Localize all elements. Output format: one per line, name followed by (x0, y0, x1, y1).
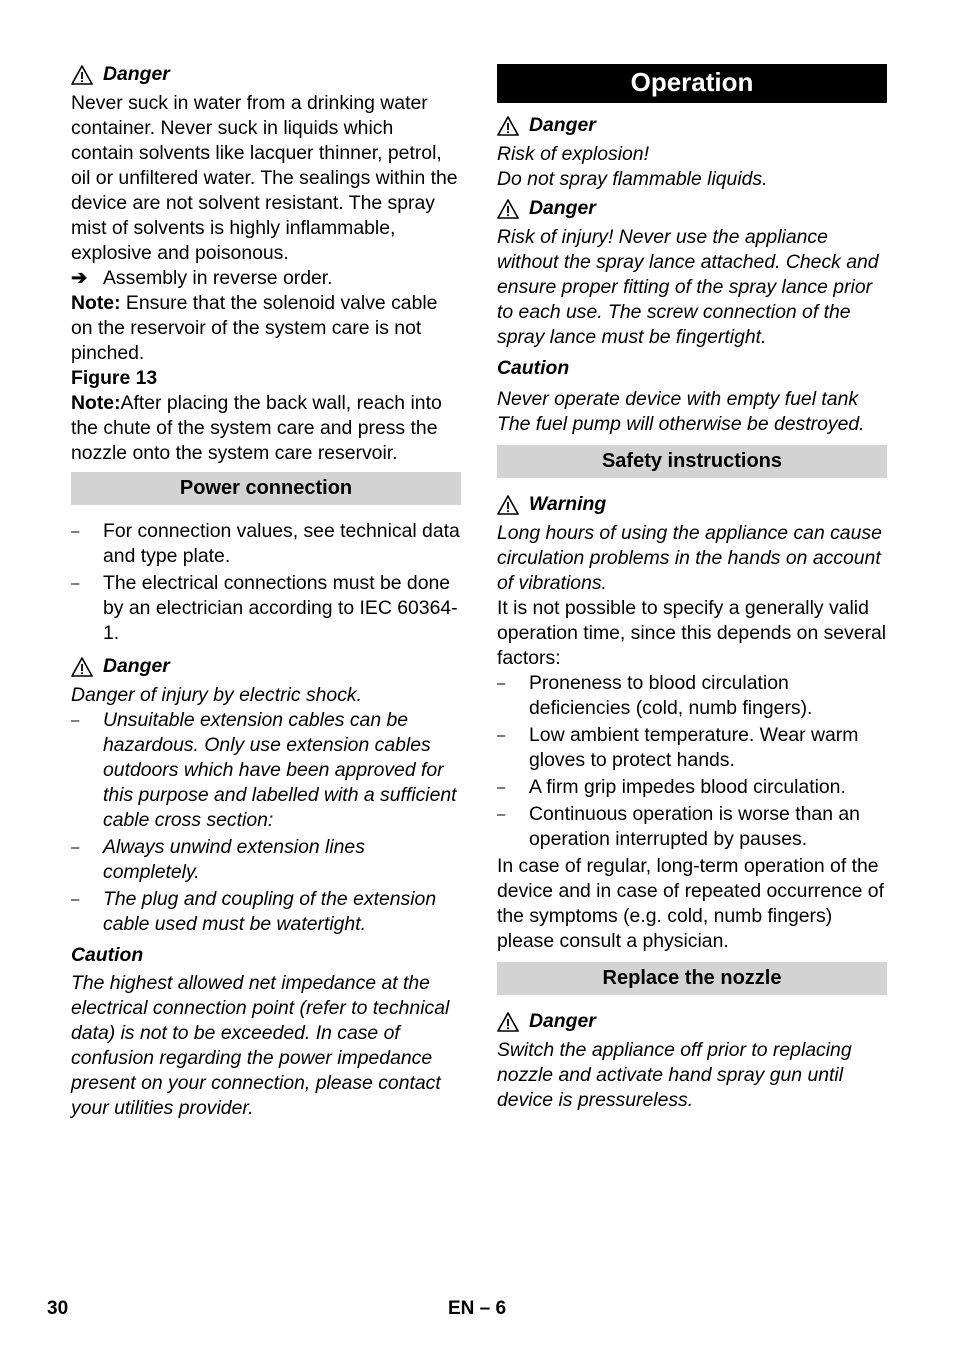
operation-time-text: It is not possible to specify a generally valid operation time, since this depends on several factors: (497, 597, 887, 669)
right-column (497, 58, 887, 1113)
section-heading-operation: Operation (497, 64, 887, 103)
danger-heading (497, 113, 887, 138)
caution-title: Caution (71, 944, 144, 966)
list-item: – The electrical connections must be done by an electrician according to IEC 60364-1. (71, 571, 461, 646)
section-reference: EN – 6 (448, 1298, 507, 1319)
caution-text: The highest allowed net impedance at the electrical connection point (refer to technical data) is not to be exceeded. In case of confusion regarding the power impedance present on your connection, please contact your utilities provider. (71, 972, 450, 1119)
note-text: After placing the back wall, reach into the chute of the system care and press the nozzle onto the system care reservoir. (71, 392, 442, 464)
note-label: Note: (71, 392, 121, 414)
list-item: – For connection values, see technical data and type plate. (71, 519, 461, 569)
assembly-text: Assembly in reverse order. (103, 267, 333, 289)
warning-heading (497, 492, 887, 517)
section-heading-replace-nozzle: Replace the nozzle (497, 962, 887, 995)
power-list (71, 519, 461, 646)
danger-text: Risk of explosion! (497, 143, 649, 165)
list-item: – Proneness to blood circulation deficiencies (cold, numb fingers). (497, 671, 887, 721)
danger-intro: Danger of injury by electric shock. (71, 684, 362, 706)
page-number: 30 (47, 1298, 69, 1319)
list-item: – Low ambient temperature. Wear warm gloves to protect hands. (497, 723, 887, 773)
list-item: – Unsuitable extension cables can be hazardous. Only use extension cables outdoors which have been approved for this purpose and labelled with a sufficient cable cross section: (71, 708, 461, 833)
warning-title: Warning (529, 493, 607, 515)
danger-heading (497, 1009, 887, 1034)
warning-text: Long hours of using the appliance can cause circulation problems in the hands on account of vibrations. (497, 522, 882, 594)
assembly-step (71, 266, 461, 291)
danger-title: Danger (103, 63, 170, 85)
extension-list (71, 708, 461, 937)
danger-heading (497, 196, 887, 221)
factor-list (497, 671, 887, 852)
danger-title: Danger (529, 197, 596, 219)
list-item: – Continuous operation is worse than an operation interrupted by pauses. (497, 802, 887, 852)
regular-operation-text: In case of regular, long-term operation of the device and in case of repeated occurrence of the symptoms (e.g. cold, numb fingers) please consult a physician. (497, 855, 884, 952)
danger-text: Switch the appliance off prior to replacing nozzle and activate hand spray gun until device is pressureless. (497, 1039, 852, 1111)
figure-label: Figure 13 (71, 367, 158, 389)
left-column (71, 58, 461, 1121)
section-heading-safety-instructions: Safety instructions (497, 445, 887, 478)
note-solenoid (71, 291, 461, 366)
list-item: – The plug and coupling of the extension cable used must be watertight. (71, 887, 461, 937)
arrow-right-icon: ➔ (71, 267, 88, 289)
note-label: Note: (71, 292, 121, 314)
danger-text: Risk of injury! Never use the appliance without the spray lance attached. Check and ensure proper fitting of the spray lance prior to each use. The screw connection of the spray lance must be fingertight. (497, 226, 879, 348)
warning-triangle-icon (497, 495, 519, 515)
note-text: Ensure that the solenoid valve cable on the reservoir of the system care is not pinched. (71, 292, 438, 364)
list-item: – A firm grip impedes blood circulation. (497, 775, 887, 800)
danger-heading (71, 654, 461, 679)
list-item: – Always unwind extension lines completely. (71, 835, 461, 885)
caution-text: The fuel pump will otherwise be destroyed. (497, 413, 865, 435)
warning-triangle-icon (71, 657, 93, 677)
warning-triangle-icon (71, 65, 93, 85)
note-back-wall (71, 391, 461, 466)
warning-triangle-icon (497, 1012, 519, 1032)
warning-triangle-icon (497, 199, 519, 219)
danger-title: Danger (103, 655, 170, 677)
danger-text: Never suck in water from a drinking water container. Never suck in liquids which contain solvents like lacquer thinner, petrol, oil or unfiltered water. The sealings within the device are not solvent resistant. The spray mist of solvents is highly inflammable, explosive and poisonous. (71, 92, 458, 264)
danger-text: Do not spray flammable liquids. (497, 168, 768, 190)
caution-text: Never operate device with empty fuel tank (497, 388, 859, 410)
danger-title: Danger (529, 114, 596, 136)
section-heading-power-connection: Power connection (71, 472, 461, 505)
danger-title: Danger (529, 1010, 596, 1032)
warning-triangle-icon (497, 116, 519, 136)
danger-heading (71, 62, 461, 87)
caution-title: Caution (497, 357, 570, 379)
